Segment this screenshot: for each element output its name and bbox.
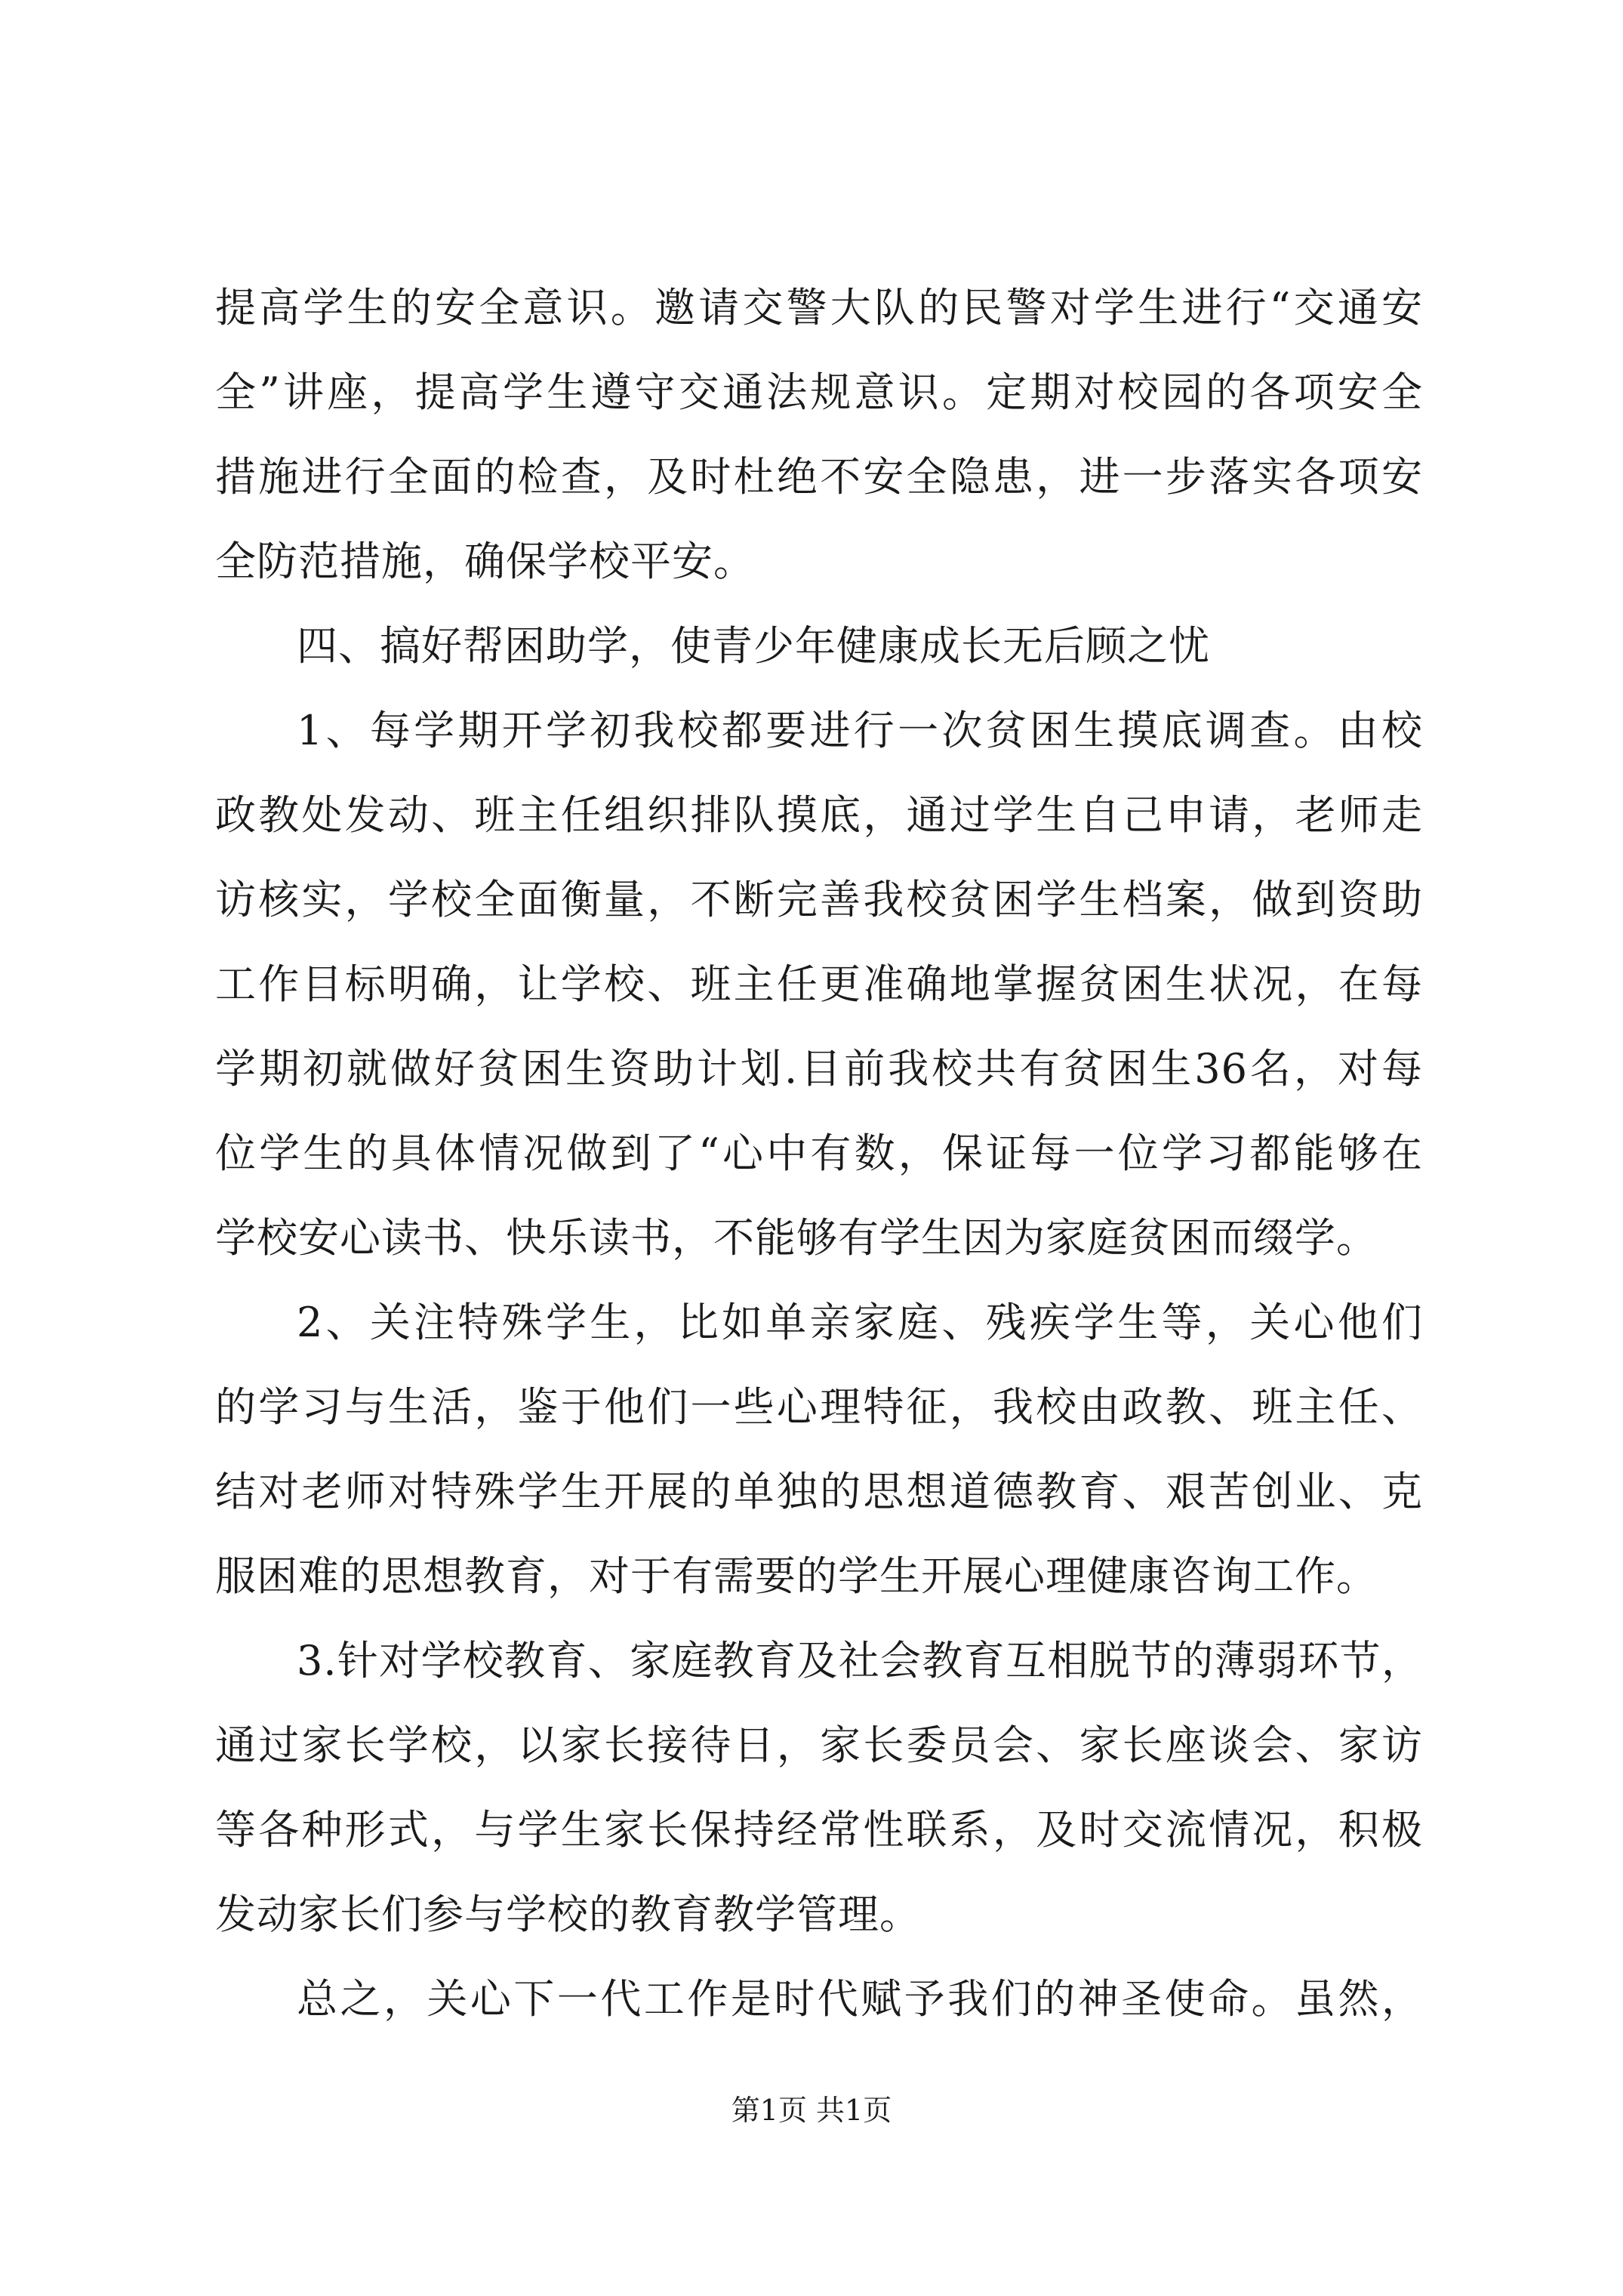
text-line: 访核实，学校全面衡量，不断完善我校贫困学生档案，做到资助 [215,876,1423,923]
text-line: 服困难的思想教育，对于有需要的学生开展心理健康咨询工作。 [215,1552,1378,1600]
text-line: 3.针对学校教育、家庭教育及社会教育互相脱节的薄弱环节， [297,1637,1423,1684]
text-line: 等各种形式，与学生家长保持经常性联系，及时交流情况，积极 [215,1806,1423,1854]
text-line: 发动家长们参与学校的教育教学管理。 [215,1891,921,1938]
text-line: 全防范措施，确保学校平安。 [215,538,755,585]
text-line: 全”讲座，提高学生遵守交通法规意识。定期对校园的各项安全 [215,368,1423,416]
text-line: 总之，关心下一代工作是时代赋予我们的神圣使命。虽然， [297,1975,1423,2023]
section-heading: 四、搞好帮困助学，使青少年健康成长无后顾之忧 [297,622,1210,670]
text-line: 措施进行全面的检查，及时杜绝不安全隐患，进一步落实各项安 [215,453,1423,501]
text-line: 提高学生的安全意识。邀请交警大队的民警对学生进行“交通安 [215,284,1423,331]
text-line: 位学生的具体情况做到了“心中有数，保证每一位学习都能够在 [215,1130,1423,1177]
text-line: 工作目标明确，让学校、班主任更准确地掌握贫困生状况，在每 [215,960,1423,1008]
document-body [215,266,1423,2042]
text-line: 学校安心读书、快乐读书，不能够有学生因为家庭贫困而缀学。 [215,1214,1378,1262]
text-line: 结对老师对特殊学生开展的单独的思想道德教育、艰苦创业、克 [215,1468,1423,1515]
text-line: 的学习与生活，鉴于他们一些心理特征，我校由政教、班主任、 [215,1383,1423,1431]
text-line: 学期初就做好贫困生资助计划.目前我校共有贫困生36名，对每 [215,1045,1423,1093]
text-line: 2、关注特殊学生，比如单亲家庭、残疾学生等，关心他们 [297,1299,1423,1346]
text-line: 通过家长学校，以家长接待日，家长委员会、家长座谈会、家访 [215,1721,1423,1769]
text-line: 政教处发动、班主任组织排队摸底，通过学生自己申请，老师走 [215,791,1423,839]
text-line: 1、每学期开学初我校都要进行一次贫困生摸底调查。由校 [297,707,1423,754]
page-number-footer: 第1页 共1页 [731,2094,892,2127]
